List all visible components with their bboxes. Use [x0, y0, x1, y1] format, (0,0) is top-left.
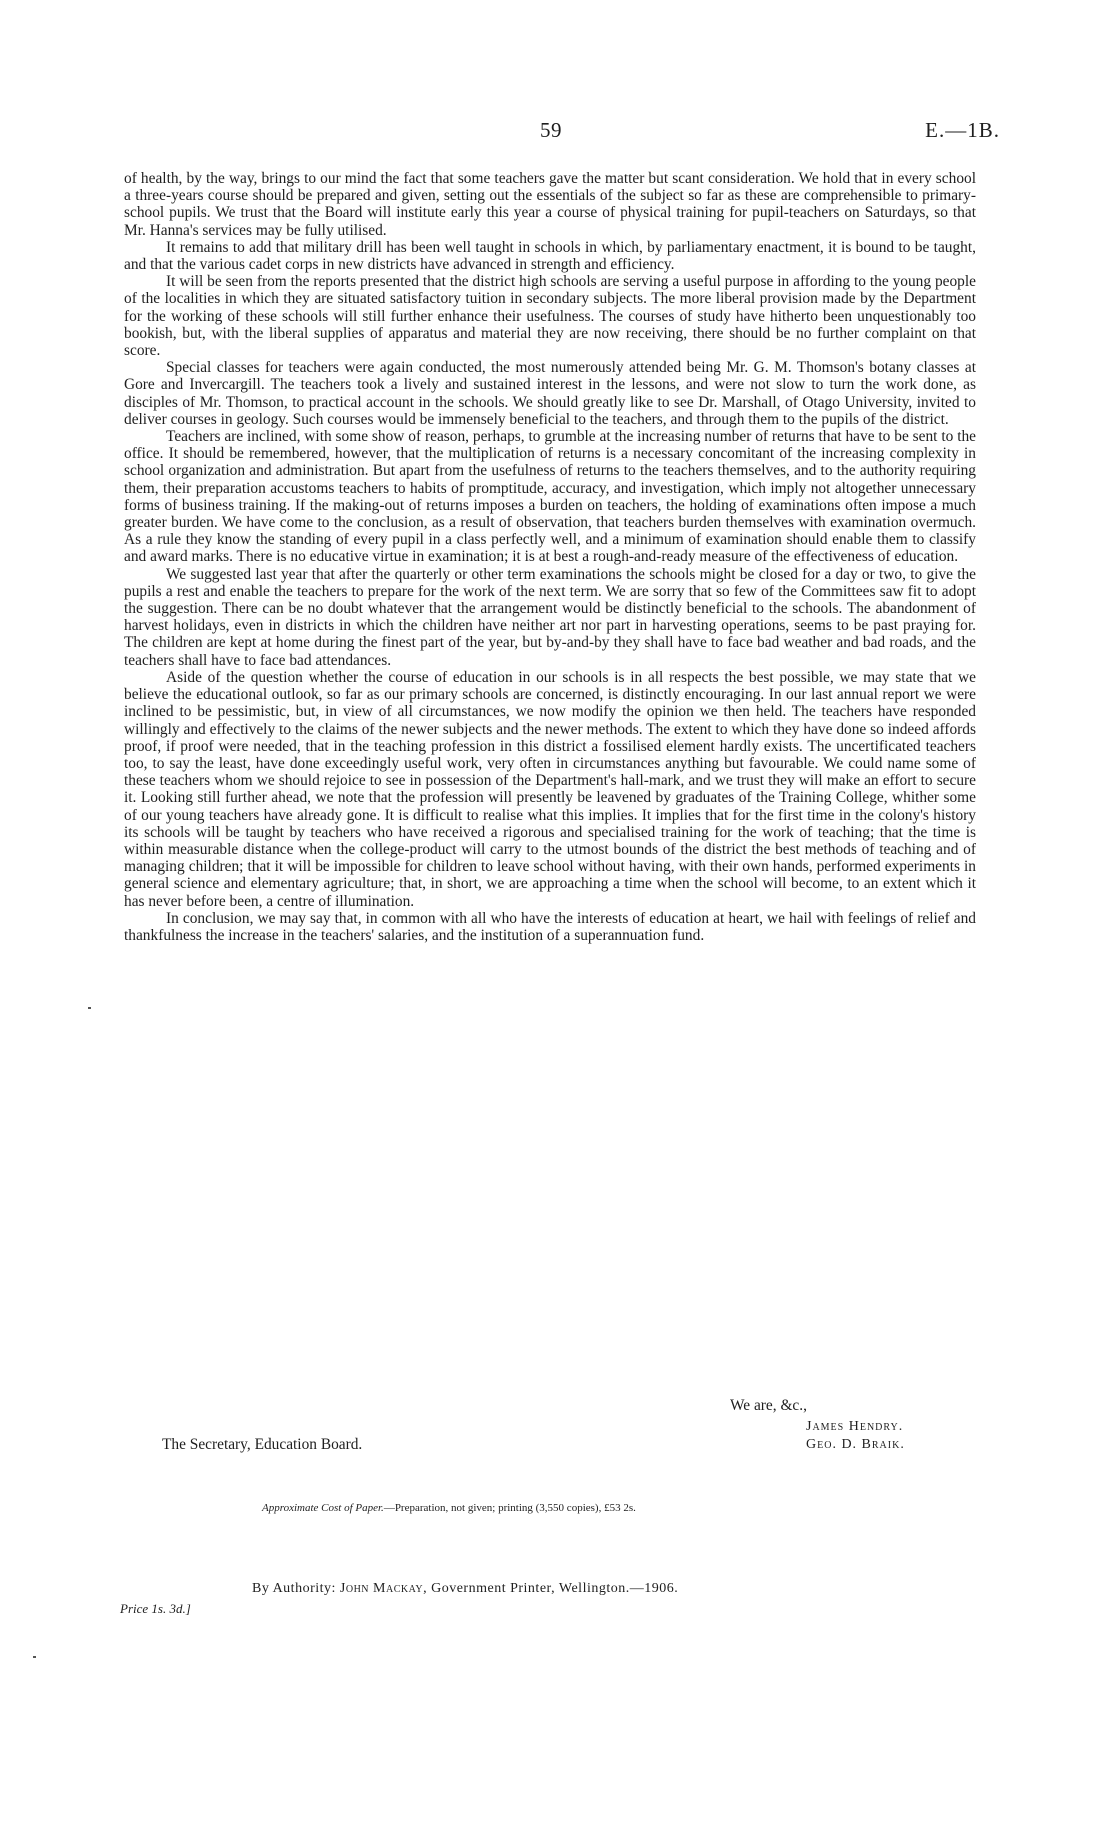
scan-speck: [33, 1656, 36, 1658]
paragraph: Aside of the question whether the course of education in our schools is in all respects the best possible, we may state that we believe the educational outlook, so far as our primary schools are concerned, is distinctly encouraging. In our last annual report we were inclined to be pessimistic, but, in view of all circumstances, we now modify the opinion we then held. The teachers have responded willingly and effectively to the claims of the newer subjects and the newer methods. The extent to which they have done so indeed affords proof, if proof were needed, that in the teaching profession in this district a fossilised element hardly exists. The uncertificated teachers too, to say the least, have done exceedingly useful work, very often in circumstances anything but favourable. We could name some of these teachers whom we should rejoice to see in possession of the Department's hall-mark, and we trust they will make an effort to secure it. Looking still further ahead, we note that the profession will presently be leavened by graduates of the Training College, whither some of our young teachers have already gone. It is difficult to realise what this implies. It implies that for the first time in the colony's history its schools will be taught by teachers who have received a rigorous and specialised training for the work of teaching; that the time is within measurable distance when the college-product will carry to the utmost bounds of the district the best methods of teaching and of managing children; that it will be impossible for children to leave school without having, with their own hands, performed experiments in general science and elementary agriculture; that, in short, we are approaching a time when the school will become, to an extent which it has never before been, a centre of illumination.: [124, 668, 976, 910]
paragraph: of health, by the way, brings to our mind the fact that some teachers gave the matter but scant consideration. We hold that in every school a three-years course should be prepared and given, setting out the essentials of the subject so far as these are comprehensible to primary-school pupils. We trust that the Board will institute early this year a course of physical training for pupil-teachers on Saturdays, so that Mr. Hanna's services may be fully utilised.: [124, 170, 976, 239]
cost-label: Approximate Cost of Paper.: [262, 1502, 384, 1514]
scan-speck: [88, 1007, 91, 1009]
printer-imprint: [252, 1581, 678, 1597]
cost-text: —Preparation, not given; printing (3,550 copies), £53 2s.: [383, 1502, 636, 1514]
paragraph: Teachers are inclined, with some show of reason, perhaps, to grumble at the increasing number of returns that have to be sent to the office. It should be remembered, however, that the multiplication of returns is a necessary concomitant of the increasing complexity in school organization and administration. But apart from the usefulness of returns to the teachers themselves, and to the authority requiring them, their preparation accustoms teachers to habits of promptitude, accuracy, and investigation, which imply not altogether unnecessary forms of business training. If the making-out of returns imposes a burden on teachers, the holding of examinations often impose a much greater burden. We have come to the conclusion, as a result of observation, that teachers burden themselves with examination overmuch. As a rule they know the standing of every pupil in a class perfectly well, and a minimum of examination should enable them to classify and award marks. There is no educative virtue in examination; it is at best a rough-and-ready measure of the effectiveness of education.: [124, 428, 976, 566]
signers: [806, 1418, 905, 1454]
report-body: [124, 170, 976, 944]
price: Price 1s. 3d.]: [120, 1601, 191, 1616]
signer-name: James Hendry.: [806, 1419, 904, 1434]
paragraph: It will be seen from the reports presented that the district high schools are serving a useful purpose in affording to the young people of the localities in which they are situated satisfactory tuition in secondary subjects. The more liberal provision made by the Department for the working of these schools will still further enhance their usefulness. The courses of study have hitherto been unquestionably too bookish, but, with the liberal supplies of apparatus and material they are now receiving, there should be no further complaint on that score.: [124, 273, 976, 360]
paragraph: It remains to add that military drill has been well taught in schools in which, by parliamentary enactment, it is bound to be taught, and that the various cadet corps in new districts have advanced in strength and efficiency.: [124, 238, 976, 274]
document-reference: E.—1B.: [925, 118, 1000, 142]
paragraph: Special classes for teachers were again conducted, the most numerously attended being Mr. G. M. Thomson's botany classes at Gore and Invercargill. The teachers took a lively and sustained interest in the lessons, and were not slow to turn the work done, as disciples of Mr. Thomson, to practical account in the schools. We should greatly like to see Dr. Marshall, of Otago University, invited to deliver courses in geology. Such courses would be immensely beneficial to the teachers, and through them to the pupils of the district.: [124, 359, 976, 428]
page-number: 59: [540, 118, 562, 142]
paragraph: We suggested last year that after the quarterly or other term examinations the schools might be closed for a day or two, to give the pupils a rest and enable the teachers to prepare for the work of the next term. We are sorry that so few of the Committees saw fit to adopt the suggestion. There can be no doubt whatever that the arrangement would be distinctly beneficial to the schools. The abandonment of harvest holidays, even in districts in which the children have neither art nor part in harvesting operations, seems to be past praying for. The children are kept at home during the finest part of the year, but by-and-by they shall have to face bad weather and bad roads, and the teachers shall have to face bad attendances.: [124, 565, 976, 669]
paragraph: In conclusion, we may say that, in common with all who have the interests of education at heart, we hail with feelings of relief and thankfulness the increase in the teachers' salaries, and the institution of a superannuation fund.: [124, 909, 976, 944]
authority-prefix: By Authority:: [252, 1581, 336, 1596]
signer-name: Geo. D. Braik.: [806, 1437, 905, 1452]
printer-suffix: , Government Printer, Wellington.—1906.: [423, 1581, 679, 1596]
addressee: The Secretary, Education Board.: [162, 1436, 363, 1453]
printer-name: John Mackay: [339, 1581, 424, 1596]
cost-of-paper: [262, 1502, 636, 1514]
signoff: We are, &c.,: [730, 1397, 807, 1414]
